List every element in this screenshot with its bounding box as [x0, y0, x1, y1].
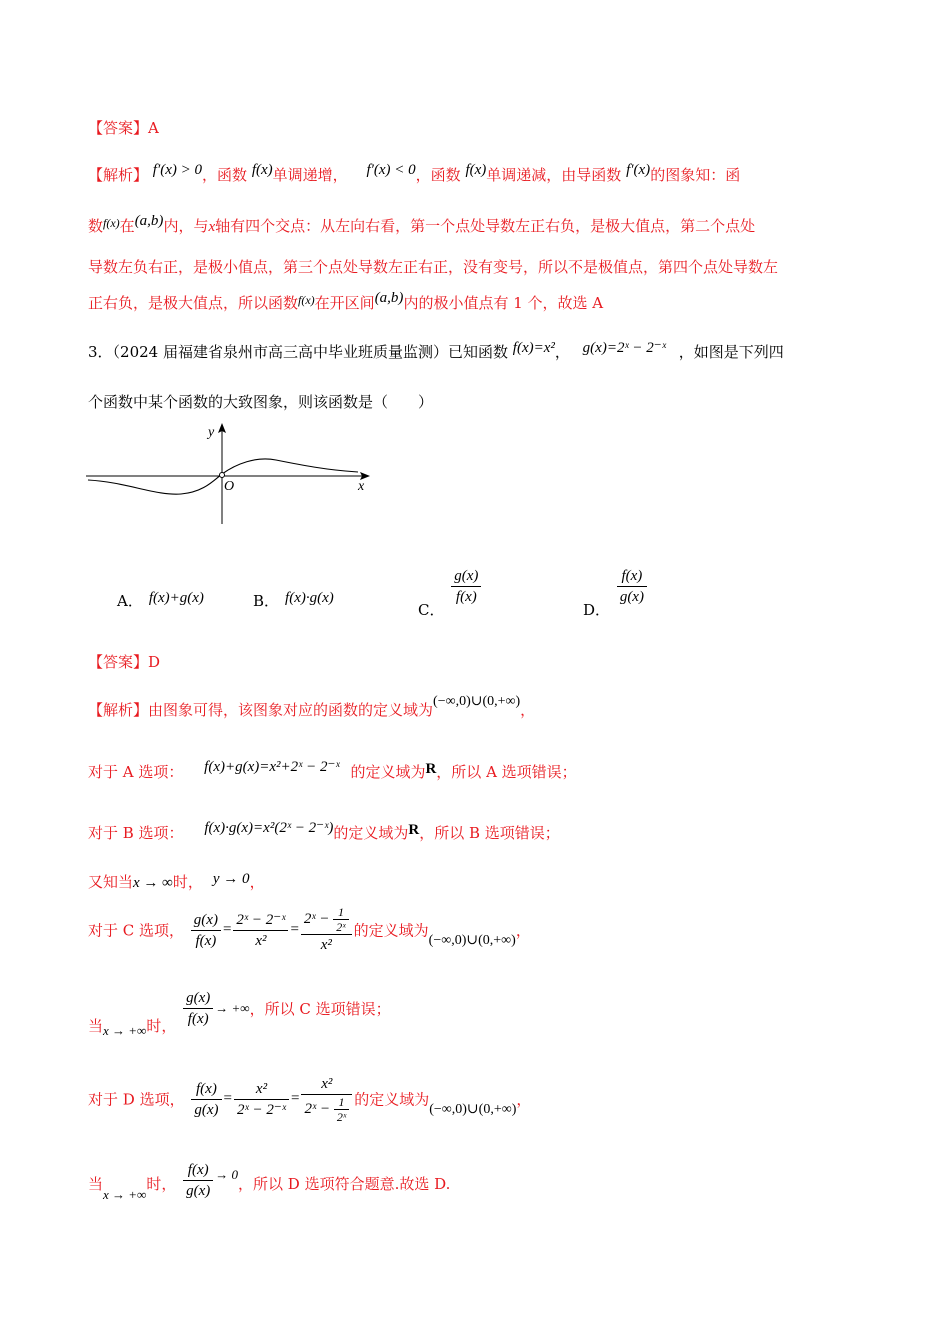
text: 的定义域为 [354, 1090, 430, 1109]
text: ， [249, 873, 265, 891]
math-f-prime: f′(x) [626, 162, 651, 178]
text: 导数左负右正，是极小值点，第三个点处导数左正右正，没有变号，所以不是极值点，第四个点处导数左 [88, 258, 779, 276]
math-expr: f(x)+g(x)=x²+2ˣ − 2⁻ˣ [204, 759, 340, 775]
text: ，所以 C 选项错误； [249, 1000, 391, 1018]
x-label: x [358, 479, 365, 494]
text: ，函数 [415, 166, 461, 184]
denominator: 2ˣ − 2⁻ˣ [236, 1101, 286, 1118]
text: ，所以 D 选项符合题意.故选 D. [238, 1174, 451, 1193]
option-letter: D． [583, 600, 611, 619]
numerator: 2ˣ − 2⁻ˣ [233, 910, 288, 931]
equals: = [223, 1090, 232, 1107]
fraction-1 [191, 910, 221, 951]
answer-value: D [148, 653, 161, 671]
math-res: → +∞ [215, 1000, 250, 1016]
option-expr: f(x)·g(x) [285, 590, 334, 606]
fraction [183, 1160, 213, 1201]
origin-point [220, 473, 225, 478]
option-expr: f(x)+g(x) [148, 590, 204, 606]
numerator: g(x) [183, 988, 213, 1009]
answer-tag: 【答案】 [88, 653, 149, 671]
math-res: → 0 [215, 1166, 239, 1182]
text: 内，与 [163, 217, 209, 235]
text: ， [516, 1090, 532, 1109]
inner-fraction [333, 905, 348, 934]
denominator: x² [320, 937, 332, 953]
analysis-3-option-d-limit [88, 1160, 450, 1201]
analysis-1-line-2 [88, 213, 756, 237]
fraction-2 [233, 910, 288, 951]
denominator: 2ˣ [336, 1110, 347, 1124]
math-cond: x → +∞ [103, 1022, 147, 1038]
option-fraction [617, 566, 647, 607]
denominator: g(x) [619, 589, 644, 605]
fraction-2 [234, 1079, 289, 1120]
math-cond: x → +∞ [103, 1186, 147, 1202]
fraction [183, 988, 213, 1029]
text: 时， [146, 1016, 177, 1035]
text: 在开区间 [314, 294, 375, 312]
text: 时， [172, 873, 203, 891]
option-a[interactable] [117, 590, 204, 611]
analysis-3-option-d [88, 1074, 531, 1124]
analysis-1-line-3 [88, 257, 778, 277]
numerator: g(x) [451, 566, 481, 587]
text: 由图象可得，该图象对应的函数的定义域为 [148, 701, 434, 719]
math-res: y → 0 [212, 871, 250, 887]
text: 轴有四个交点：从左向右看，第一个点处导数左正右负，是极大值点，第二个点处 [215, 217, 756, 235]
math-f: f(x) [103, 216, 120, 230]
math-domain: (−∞,0)∪(0,+∞) [433, 694, 521, 709]
numerator: x² [234, 1079, 289, 1100]
text: ， [554, 343, 570, 361]
text: 数 [88, 217, 104, 235]
denominator: 2ˣ [336, 920, 346, 934]
text: 个函数中某个函数的大致图象，则该函数是（ ） [88, 393, 434, 411]
inner-fraction [334, 1095, 349, 1124]
analysis-3-limit [88, 872, 265, 893]
math-domain: (−∞,0)∪(0,+∞) [428, 932, 516, 948]
text: 3．（2024 届福建省泉州市高三高中毕业班质量监测）已知函数 [88, 343, 508, 361]
answer-tag: 【答案】 [88, 119, 149, 137]
equals: = [290, 921, 299, 938]
math-f: f(x) [465, 162, 487, 178]
answer-1 [88, 118, 159, 138]
option-d[interactable] [583, 566, 649, 619]
option-c[interactable] [418, 566, 483, 619]
text: 对于 C 选项， [88, 921, 185, 940]
analysis-1-line-1 [88, 162, 741, 186]
numerator: 1 [333, 905, 348, 920]
text: ， [520, 701, 536, 719]
text: ，所以 A 选项错误； [436, 763, 577, 781]
fraction-3 [301, 905, 352, 955]
analysis-3-option-b [88, 820, 560, 844]
math-cond: x → ∞ [133, 875, 173, 891]
numerator: f(x) [191, 1079, 221, 1100]
option-letter: A． [117, 592, 143, 610]
text: 时， [146, 1174, 177, 1193]
text: ，如图是下列四 [678, 343, 784, 361]
math-x: x [208, 219, 216, 235]
math-f: f(x) [298, 293, 315, 307]
numerator: f(x) [617, 566, 647, 587]
numerator: g(x) [191, 910, 221, 931]
analysis-tag: 【解析】 [88, 701, 149, 719]
text: 对于 D 选项， [88, 1090, 185, 1109]
math-R: R [425, 761, 437, 777]
math-f-prime-negative: f′(x) < 0 [366, 162, 416, 178]
math-interval: (a,b) [134, 213, 164, 229]
denominator: g(x) [186, 1183, 211, 1199]
math-f-prime-positive: f′(x) > 0 [152, 162, 203, 178]
denominator [301, 1095, 352, 1124]
math-R: R [408, 822, 420, 838]
text: 2ˣ − [304, 1100, 334, 1117]
analysis-3-option-c-limit [88, 988, 391, 1038]
option-letter: C． [418, 600, 445, 619]
numerator [301, 905, 352, 935]
text: ，函数 [202, 166, 248, 184]
fraction-3 [301, 1074, 352, 1124]
analysis-1-line-4 [88, 290, 604, 314]
text: 当 [88, 1174, 104, 1193]
text: ， [515, 921, 531, 940]
text: 内的极小值点有 1 个，故选 A [403, 294, 604, 312]
function-graph [86, 418, 386, 530]
denominator: f(x) [455, 589, 477, 605]
analysis-3-option-a [88, 759, 577, 783]
question-3-line-2 [88, 392, 433, 412]
math-f: f(x) [251, 162, 273, 178]
denominator: g(x) [194, 1101, 219, 1118]
origin-label: O [224, 479, 235, 494]
y-label: y [208, 425, 215, 440]
answer-value: A [148, 119, 159, 137]
option-fraction [451, 566, 481, 607]
text: 当 [88, 1016, 104, 1035]
denominator: f(x) [195, 932, 217, 949]
numerator: f(x) [183, 1160, 213, 1181]
numerator: 1 [334, 1095, 349, 1110]
text: 的图象知：函 [650, 166, 741, 184]
analysis-3-option-c [88, 905, 531, 955]
math-expr: f(x)·g(x)=x²(2ˣ − 2⁻ˣ) [204, 820, 334, 836]
analysis-3-intro [88, 694, 536, 722]
math-g-def: g(x)=2ˣ − 2⁻ˣ [582, 340, 666, 356]
text: 的定义域为 [333, 824, 409, 842]
fraction-1 [191, 1079, 221, 1120]
text: 的定义域为 [350, 763, 426, 781]
analysis-tag: 【解析】 [88, 166, 149, 184]
text: 又知当 [88, 873, 134, 891]
text: 对于 A 选项： [88, 763, 184, 781]
text: 对于 B 选项： [88, 824, 184, 842]
math-f-def: f(x)=x² [512, 340, 555, 356]
equals: = [291, 1090, 300, 1107]
math-interval: (a,b) [374, 290, 404, 306]
text: 正右负，是极大值点，所以函数 [88, 294, 299, 312]
text: 单调递增， [272, 166, 348, 184]
answer-3 [88, 652, 160, 672]
text: ，所以 B 选项错误； [419, 824, 560, 842]
text: 2ˣ − [303, 910, 334, 927]
numerator: x² [301, 1074, 352, 1095]
question-3-line-1 [88, 342, 784, 363]
option-letter: B． [253, 592, 280, 610]
denominator: x² [255, 932, 267, 949]
option-b[interactable] [253, 590, 334, 611]
text: 单调递减，由导函数 [486, 166, 622, 184]
equals: = [222, 921, 232, 938]
text: 在 [119, 217, 135, 235]
denominator: f(x) [187, 1011, 209, 1027]
text: 的定义域为 [353, 921, 429, 940]
math-domain: (−∞,0)∪(0,+∞) [429, 1101, 517, 1117]
